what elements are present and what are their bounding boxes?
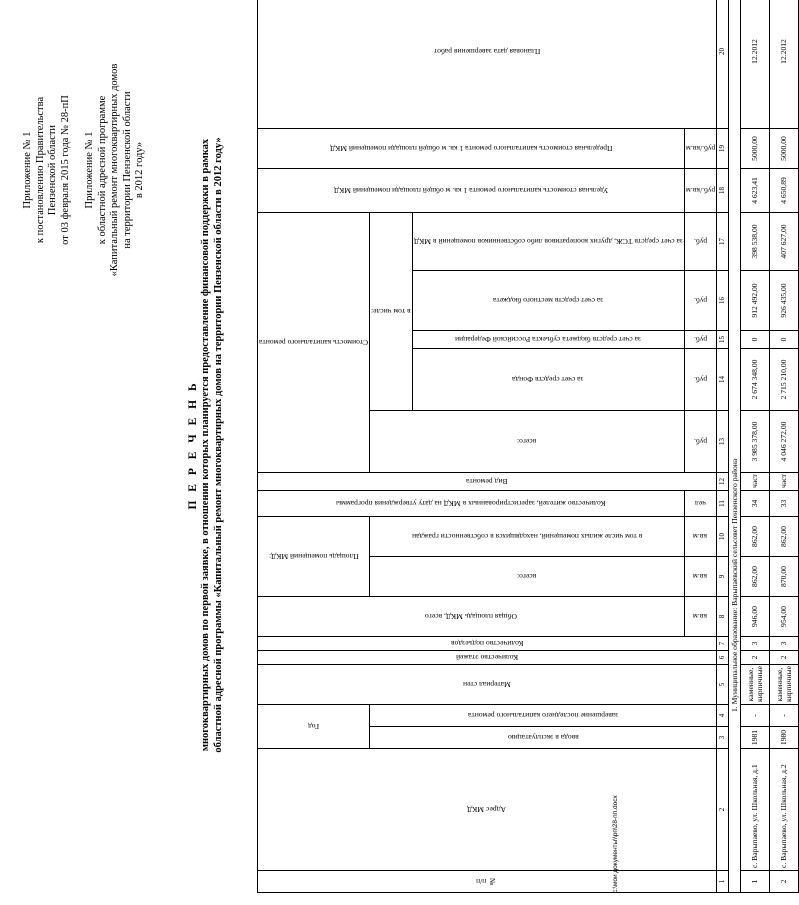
header-max-cost: Предельная стоимость капитального ремонта 1 кв. м общей площади помещений МКД [258,128,685,168]
column-numbers-row [716,0,728,893]
cell-cost-local: 926 435,00 [769,271,798,331]
cell-unit-cost: 4 650,89 [769,168,798,212]
cell-cost-region: 0 [769,331,798,349]
header-residents: Количество жителей, зарегистрированных в МКД на дату утверждения программы [258,491,685,517]
cell-total-area: 954,00 [769,597,798,637]
header-unit-cost: Удельная стоимость капитального ремонта 1 кв. м общей площади помещений МКД [258,168,685,212]
header-cost-total: всего: [370,411,685,473]
table-row [740,0,769,893]
column-number: 17 [716,212,728,270]
cell-premises-total: 870,00 [769,557,798,597]
appendix-line: к постановлению Правительства [34,96,46,244]
column-number: 9 [716,557,728,597]
header-planned-date: Плановая дата завершения работ [258,0,717,128]
houses-table-wrapper [257,15,799,893]
unit-cell: кв.м [684,517,716,557]
cell-premises-owned: 862,00 [769,517,798,557]
header-total-area: Общая площадь МКД, всего [258,597,685,637]
cell-wall-material: каменные, кирпичные [769,665,798,705]
cell-wall-material: каменные, кирпичные [740,665,769,705]
cell-year-last-repair: - [740,705,769,727]
unit-cell: руб. [684,331,716,349]
header-num: № п/п [258,871,717,893]
cell-year-last-repair: - [769,705,798,727]
column-number: 13 [716,411,728,473]
document-subtitle-line-1: многоквартирных домов по первой заявке, в отношении которых планируется предоставление финансовой поддержки в рамках [200,138,211,752]
appendix-line: на территории Пензенской области [121,91,133,249]
cell-planned-date: 12.2012 [740,0,769,128]
header-year-commission: ввода в эксплуатацию [370,727,717,749]
unit-cell: руб./кв.м [684,168,716,212]
appendix-block [22,0,147,340]
header-row-1 [258,0,370,893]
cell-max-cost: 5000,00 [740,128,769,168]
document-heading [186,15,225,875]
column-number: 4 [716,705,728,727]
appendix-line: Пензенской области [47,124,58,216]
appendix-line: «Капитальный ремонт многоквартирных домов [109,63,120,277]
cell-cost-local: 912 492,00 [740,271,769,331]
column-number: 18 [716,168,728,212]
cell-premises-total: 862,00 [740,557,769,597]
column-number: 20 [716,0,728,128]
appendix-line: от 03 февраля 2015 года № 28-пП [59,95,71,245]
cell-entrances: 3 [740,637,769,651]
document-title: П Е Р Е Ч Е Н Ь [187,380,199,510]
header-premises-area: Площадь помещений МКД: [258,517,370,597]
cell-cost-fund: 2 674 348,00 [740,349,769,411]
houses-table [257,0,799,893]
unit-cell: руб. [684,212,716,270]
header-year: Год [258,705,370,749]
appendix-line: к областной адресной программе [96,95,108,245]
header-year-last-repair: завершение последнего капитального ремонта [370,705,717,727]
appendix-line: Приложение № 1 [22,131,33,209]
cell-repair-type: част [740,473,769,491]
column-number: 15 [716,331,728,349]
appendix-line: Приложение № 1 [84,131,95,209]
cell-cost-owners: 407 627,00 [769,212,798,270]
column-number: 14 [716,349,728,411]
table-row [769,0,798,893]
header-cost-fund: за счет средств Фонда [412,349,684,411]
cell-max-cost: 5000,00 [769,128,798,168]
header-floors: Количество этажей [258,651,717,665]
cell-premises-owned: 862,00 [740,517,769,557]
document-subtitle-line-2: областной адресной программы «Капитальный ремонт многоквартирных домов на территории Пензенской области в 2012 году» [212,137,224,753]
header-cost-owners: за счет средств ТСЖ, других кооперативов либо собственников помещений в МКД [412,212,684,270]
header-address: Адрес МКД [258,749,717,871]
unit-cell: руб. [684,411,716,473]
appendix-spacer [72,0,84,340]
section-title: 1. Муниципальное образование: Варыпаевский сельсовет Пензенского района [728,0,740,893]
cell-repair-type: част [769,473,798,491]
unit-cell: кв.м [684,557,716,597]
cell-floors: 2 [769,651,798,665]
file-path-footer: c:\мои документы\\рп\28-пп.docx [612,795,619,893]
header-cost-local: за счет средств местного бюджета [412,271,684,331]
cell-entrances: 3 [769,637,798,651]
cell-residents: 34 [740,491,769,517]
cell-cost-fund: 2 715 210,00 [769,349,798,411]
header-incl: в том числе: [370,212,413,410]
unit-cell: руб. [684,271,716,331]
column-number: 1 [716,871,728,893]
cell-residents: 33 [769,491,798,517]
column-number: 10 [716,517,728,557]
header-cost: Стоимость капитального ремонта [258,212,370,472]
cell-address: с. Варыпаево, ул. Школьная, д.2 [769,749,798,871]
cell-cost-total: 3 985 378,00 [740,411,769,473]
unit-cell: руб. [684,349,716,411]
cell-num: 2 [769,871,798,893]
column-number: 7 [716,637,728,651]
cell-cost-region: 0 [740,331,769,349]
column-number: 3 [716,727,728,749]
column-number: 16 [716,271,728,331]
section-row [728,0,740,893]
cell-cost-total: 4 046 272,00 [769,411,798,473]
cell-planned-date: 12.2012 [769,0,798,128]
cell-cost-owners: 398 538,00 [740,212,769,270]
column-number: 11 [716,491,728,517]
cell-num: 1 [740,871,769,893]
column-number: 8 [716,597,728,637]
column-number: 2 [716,749,728,871]
column-number: 19 [716,128,728,168]
column-number: 6 [716,651,728,665]
header-entrances: Количество подъездов [258,637,717,651]
header-repair-type: Вид ремонта [258,473,717,491]
header-wall-material: Материал стен [258,665,717,705]
header-premises-owned: в том числе жилых помещений, находящихся в собственности граждан [370,517,685,557]
header-premises-total: всего: [370,557,685,597]
unit-cell: руб./кв.м [684,128,716,168]
cell-year-commission: 1981 [740,727,769,749]
appendix-line: в 2012 году» [134,141,145,199]
header-cost-region: за счет средств бюджета субъекта Российской Федерации [412,331,684,349]
cell-year-commission: 1980 [769,727,798,749]
cell-address: с. Варыпаево, ул. Школьная, д.1 [740,749,769,871]
column-number: 5 [716,665,728,705]
cell-floors: 2 [740,651,769,665]
unit-cell: кв.м [684,597,716,637]
unit-cell: чел [684,491,716,517]
cell-unit-cost: 4 623,41 [740,168,769,212]
cell-total-area: 946,00 [740,597,769,637]
column-number: 12 [716,473,728,491]
